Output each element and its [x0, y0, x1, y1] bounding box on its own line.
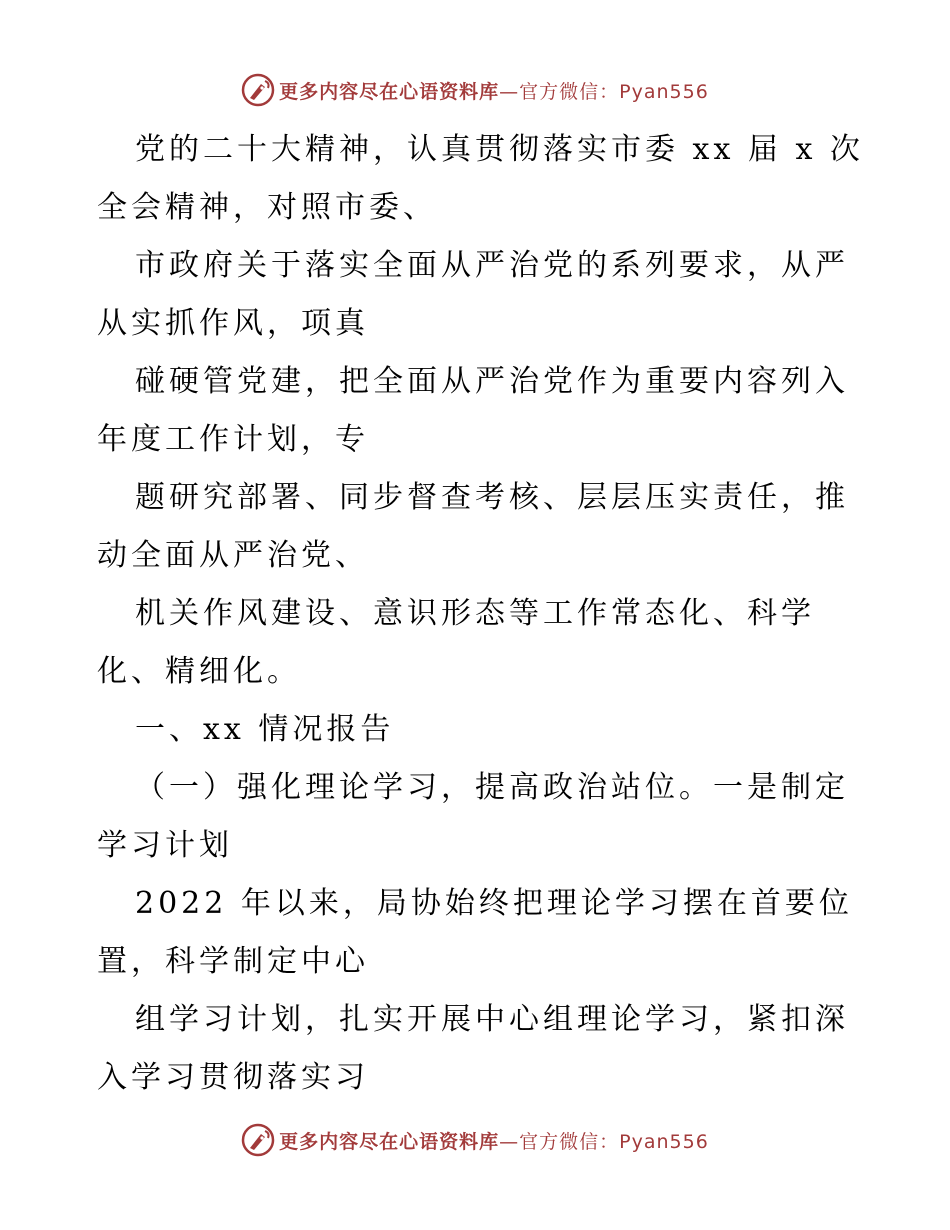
watermark-text: 更多内容尽在心语资料库—官方微信：Pyan556	[279, 80, 709, 103]
paragraph-line: 全会精神，对照市委、	[97, 190, 437, 225]
paragraph-line: 2022 年以来，局协始终把理论学习摆在首要位	[135, 886, 853, 921]
paragraph-line: 从实抓作风，项真	[97, 306, 369, 341]
paragraph-line: 动全面从严治党、	[97, 538, 369, 573]
watermark-text: 更多内容尽在心语资料库—官方微信：Pyan556	[279, 1130, 709, 1153]
paragraph-line: 组学习计划，扎实开展中心组理论学习，紧扣深	[135, 1002, 849, 1037]
paragraph-line: 碰硬管党建，把全面从严治党作为重要内容列入	[135, 364, 849, 399]
footer-watermark	[0, 1122, 950, 1158]
paragraph-line: 入学习贯彻落实习	[97, 1060, 369, 1095]
paragraph-line: 机关作风建设、意识形态等工作常态化、科学	[135, 596, 815, 631]
paragraph-line: 题研究部署、同步督查考核、层层压实责任，推	[135, 480, 849, 515]
paragraph-line: 年度工作计划，专	[97, 422, 369, 457]
paragraph-line: （一）强化理论学习，提高政治站位。一是制定	[135, 770, 849, 805]
paragraph-line: 市政府关于落实全面从严治党的系列要求，从严	[135, 248, 849, 283]
header-watermark	[0, 72, 950, 108]
document-body	[97, 121, 864, 1107]
section-heading: 一、xx 情况报告	[135, 712, 395, 747]
paragraph-line: 党的二十大精神，认真贯彻落实市委 xx 届 x 次	[135, 132, 864, 167]
paragraph-line: 化、精细化。	[97, 654, 301, 689]
paragraph-line: 置，科学制定中心	[97, 944, 369, 979]
pen-nib-logo-icon	[241, 73, 275, 107]
paragraph-line: 学习计划	[97, 828, 233, 863]
pen-nib-logo-icon	[241, 1123, 275, 1157]
